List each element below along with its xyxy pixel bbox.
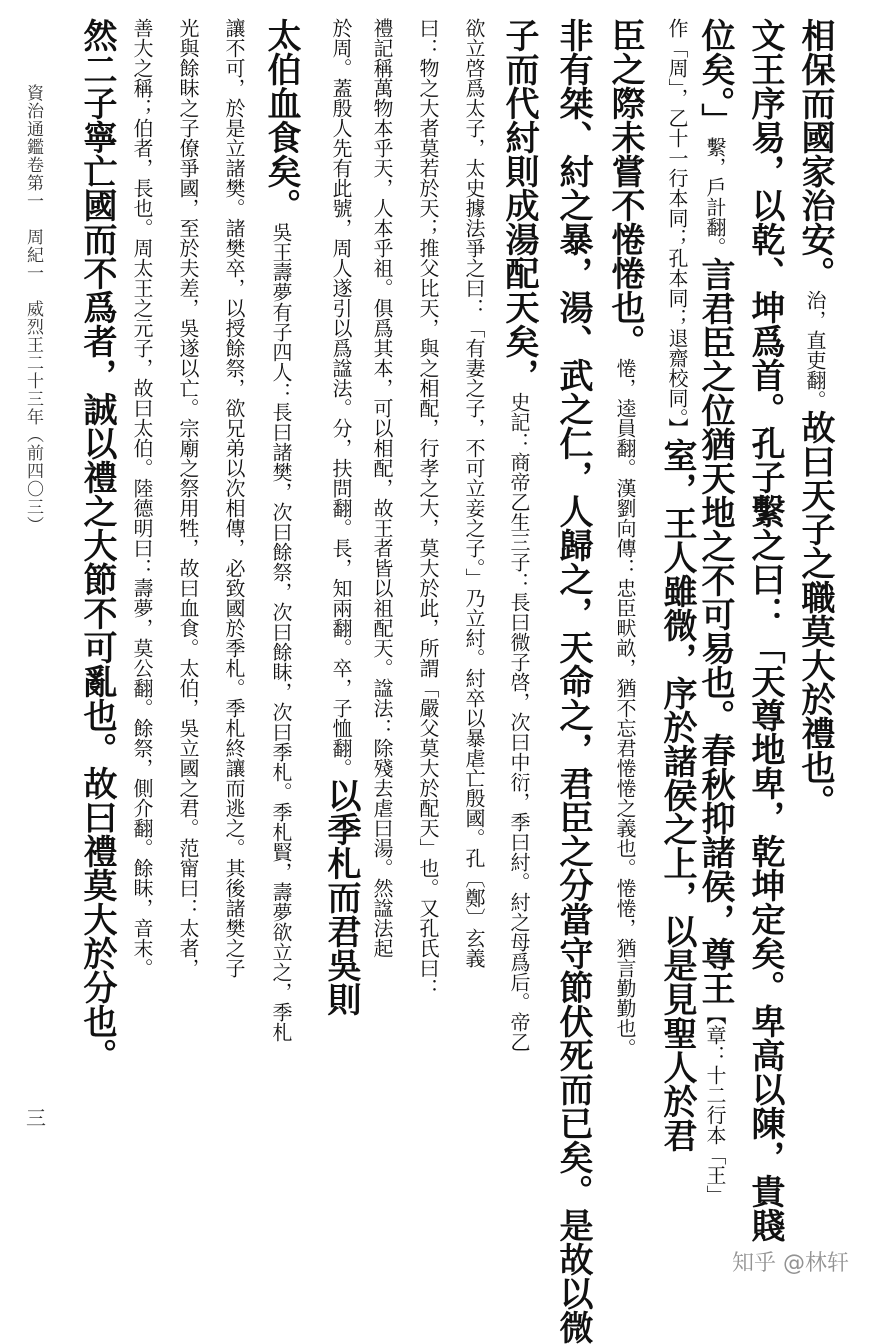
annotation-text: 光與餘眜之子僚爭國，至於夫差，吳遂以亡。宗廟之祭用牲，故曰血食。太伯，吳立國之君。范甯曰：太者， (176, 18, 200, 978)
main-text: 然二子寧亡國而不爲者，誠以禮之大節不可亂也。故曰禮莫大於分也。 (77, 18, 117, 1072)
text-column (178, 18, 198, 1238)
watermark-text: 知乎 @林轩 (728, 1246, 853, 1277)
main-text: 位矣。」 (695, 18, 735, 137)
annotation-text: 於周。蓋殷人先有此號，周人遂引以爲諡法。分，扶問翻。長，知兩翻。卒，子恤翻。 (329, 18, 353, 778)
annotation-text: 史記：商帝乙生三子：長曰微子啓，次曰中衍，季曰紂。紂之母爲后。帝乙 (507, 392, 531, 1052)
main-text: 子而代紂則成湯配天矣， (499, 18, 539, 392)
annotation-text: 讓不可，於是立諸樊。諸樊卒，以授餘祭，欲兄弟以次相傳，必致國於季札。季札終讓而逃之。其後諸樊之子 (222, 18, 246, 978)
annotation-text: 曰：物之大者莫若於天；推父比天，與之相配，行孝之大，莫大於此，所謂「嚴父莫大於配天」也。又孔氏曰： (416, 18, 440, 998)
text-column (553, 18, 593, 1344)
main-text: 太伯血食矣。 (261, 18, 301, 222)
annotation-text: 禮記稱萬物本乎天，人本乎祖。俱爲其本，可以相配，故王者皆以祖配天。諡法：除殘去虐曰湯。然諡法起 (370, 18, 394, 958)
annotation-text: 欲立啓爲太子，太史據法爭之曰：「有妻之子，不可立妾之子。」乃立紂。紂卒以暴虐亡殷國。孔〔鄭〕玄義 (462, 18, 486, 968)
annotation-text: 作「周」，乙十一行本同；孔本同；退齋校同。】 (665, 18, 689, 438)
text-column (795, 18, 835, 1238)
annotation-text: 【章：十二行本「王」 (703, 1005, 727, 1205)
main-text: 非有桀、紂之暴，湯、武之仁，人歸之，天命之，君臣之分當守節伏死而已矣。是故以微 (553, 18, 593, 1344)
annotation-text: 惓，逵員翻。漢劉向傳：忠臣畎畝，猶不忘君惓惓之義也。惓惓，猶言勤勤也。 (613, 358, 637, 1058)
page-number: 三 (26, 1106, 46, 1130)
text-column (695, 18, 735, 1238)
text-column (372, 18, 392, 1238)
text-column (605, 18, 645, 1238)
text-column (499, 18, 539, 1238)
text-column (464, 18, 484, 1238)
annotation-text: 繫，戶計翻。 (703, 137, 727, 257)
annotation-text: 善大之稱；伯者，長也。周太王之元子，故曰太伯。陸德明曰：壽夢，莫公翻。餘祭，側介翻。餘眜，音末。 (130, 18, 154, 978)
main-text: 室，王人雖微，序於諸侯之上，以是見聖人於君 (657, 438, 697, 1152)
text-column (418, 18, 438, 1238)
main-text: 以季札而君吳則 (321, 778, 361, 1016)
text-column (321, 18, 361, 1238)
text-column (77, 18, 117, 1238)
main-text: 故曰天子之職莫大於禮也。 (795, 410, 835, 818)
text-column (132, 18, 152, 1238)
text-column (657, 18, 697, 1238)
text-column (745, 18, 785, 1242)
annotation-text: 治，直吏翻。 (803, 290, 827, 410)
running-header-margin: 資治通鑑卷第一 周紀一 威烈王二十三年（前四〇三） (23, 84, 43, 534)
text-column (224, 18, 244, 1238)
main-text: 文王序易，以乾、坤爲首。孔子繫之曰：「天尊地卑，乾坤定矣。卑高以陳，貴賤 (745, 18, 785, 1242)
main-text: 言君臣之位猶天地之不可易也。春秋抑諸侯，尊王 (695, 257, 735, 1005)
text-column (261, 18, 301, 1238)
annotation-text: 吳王壽夢有子四人：長曰諸樊，次曰餘祭，次曰餘眜，次曰季札。季札賢，壽夢欲立之，季札 (269, 222, 293, 1042)
main-text: 臣之際未嘗不惓惓也。 (605, 18, 645, 358)
main-text: 相保而國家治安。 (795, 18, 835, 290)
